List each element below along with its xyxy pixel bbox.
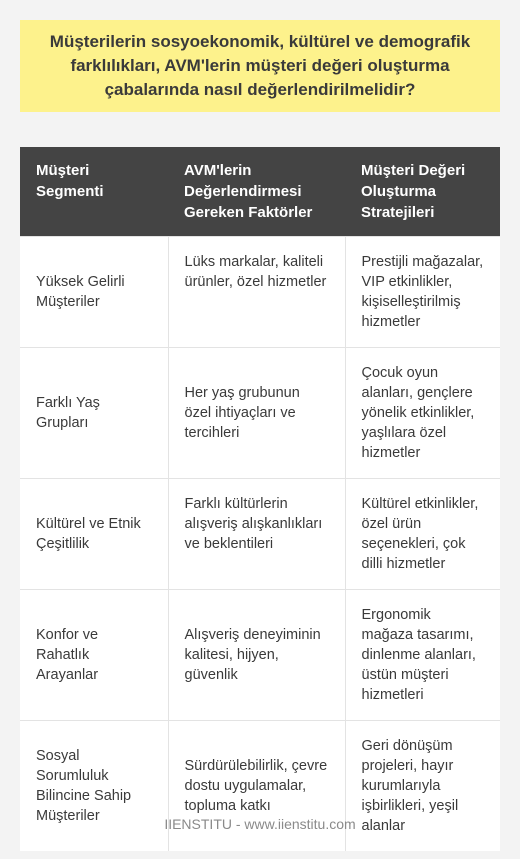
table-row xyxy=(20,237,500,348)
factors-cell: Her yaş grubunun özel ihtiyaçları ve tercihleri xyxy=(168,348,345,479)
segment-cell: Sosyal Sorumluluk Bilincine Sahip Müşteriler xyxy=(20,721,168,852)
segment-cell: Yüksek Gelirli Müşteriler xyxy=(20,237,168,348)
column-header-factors: AVM'lerin Değerlendirmesi Gereken Faktörler xyxy=(168,147,345,237)
factors-cell: Farklı kültürlerin alışveriş alışkanlıkları ve beklentileri xyxy=(168,479,345,590)
segment-cell: Farklı Yaş Grupları xyxy=(20,348,168,479)
table-row xyxy=(20,590,500,721)
strategies-cell: Ergonomik mağaza tasarımı, dinlenme alanları, üstün müşteri hizmetleri xyxy=(345,590,500,721)
factors-cell: Alışveriş deneyiminin kalitesi, hijyen, güvenlik xyxy=(168,590,345,721)
column-header-strategies: Müşteri Değeri Oluşturma Stratejileri xyxy=(345,147,500,237)
strategies-cell: Geri dönüşüm projeleri, hayır kurumlarıyla işbirlikleri, yeşil alanlar xyxy=(345,721,500,852)
page-title: Müşterilerin sosyoekonomik, kültürel ve demografik farklılıkları, AVM'lerin müşteri değeri oluşturma çabalarında nasıl değerlendirilmelidir? xyxy=(49,32,471,99)
segment-cell: Kültürel ve Etnik Çeşitlilik xyxy=(20,479,168,590)
strategies-cell: Çocuk oyun alanları, gençlere yönelik etkinlikler, yaşlılara özel hizmetler xyxy=(345,348,500,479)
table-row xyxy=(20,479,500,590)
table-header-row xyxy=(20,147,500,237)
segment-cell: Konfor ve Rahatlık Arayanlar xyxy=(20,590,168,721)
factors-cell: Lüks markalar, kaliteli ürünler, özel hizmetler xyxy=(168,237,345,348)
title-banner xyxy=(20,20,500,112)
column-header-segment: Müşteri Segmenti xyxy=(20,147,168,237)
strategies-cell: Kültürel etkinlikler, özel ürün seçenekleri, çok dilli hizmetler xyxy=(345,479,500,590)
strategies-cell: Prestijli mağazalar, VIP etkinlikler, kişiselleştirilmiş hizmetler xyxy=(345,237,500,348)
segment-table xyxy=(20,147,500,851)
table-row xyxy=(20,348,500,479)
footer-credit: IIENSTITU - www.iienstitu.com xyxy=(164,816,356,832)
factors-cell: Sürdürülebilirlik, çevre dostu uygulamalar, topluma katkı xyxy=(168,721,345,852)
